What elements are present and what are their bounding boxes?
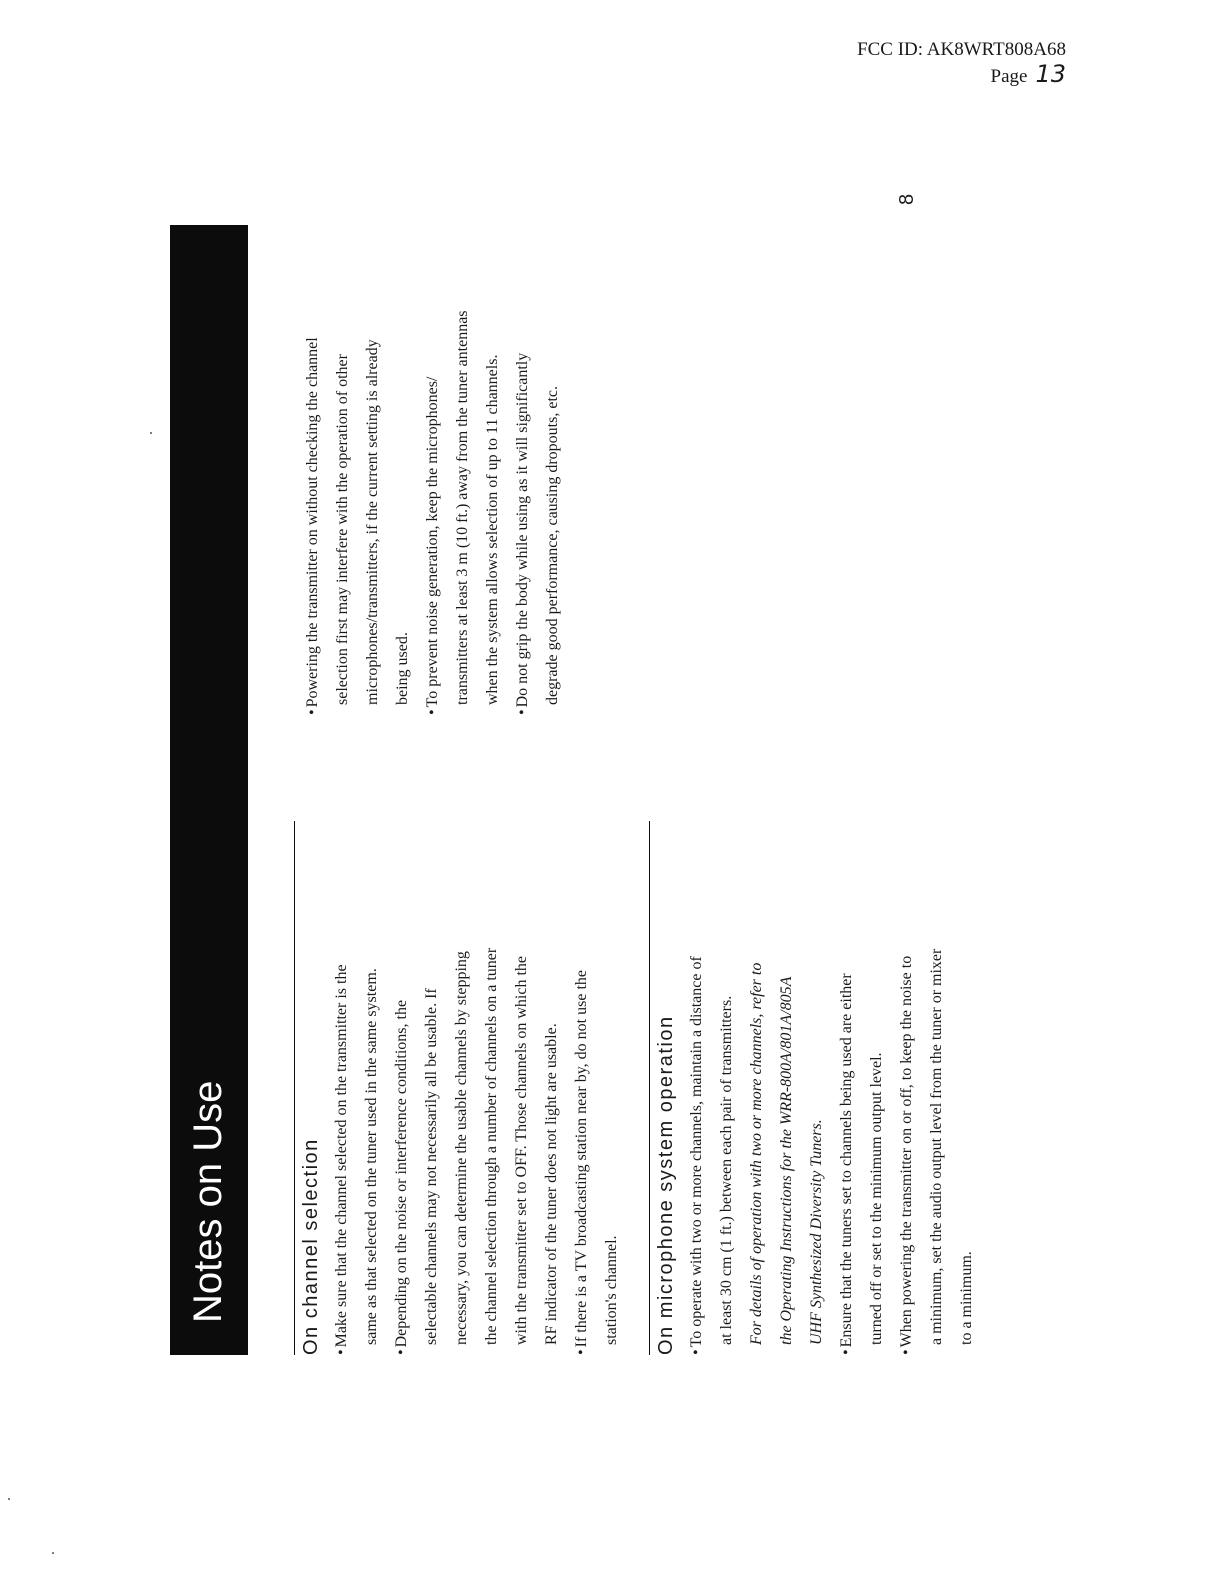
page-indicator	[720, 62, 1066, 89]
text-line: a minimum, set the audio output level from the tuner or mixer	[928, 948, 945, 1345]
italic-note: For details of operation with two or more channels, refer to	[748, 962, 765, 1345]
bullet-item: •Make sure that the channel selected on the transmitter is the	[333, 964, 350, 1355]
scan-speck	[8, 1498, 10, 1500]
text-line: when the system allows selection of up to 11 channels.	[484, 354, 501, 705]
text-line: being used.	[394, 632, 411, 705]
section-channel-selection	[294, 755, 627, 1355]
bullet-item: •Depending on the noise or interference conditions, the	[393, 999, 410, 1355]
rotated-manual-page	[170, 193, 975, 1355]
right-column	[298, 225, 568, 715]
section-microphone-operation	[649, 755, 982, 1355]
text-line: necessary, you can determine the usable channels by stepping	[453, 951, 470, 1345]
text-line: turned off or set to the minimum output level.	[868, 1052, 885, 1345]
bullet-item: •To operate with two or more channels, maintain a distance of	[688, 956, 705, 1355]
left-column	[294, 755, 1004, 1355]
bullet-item: •If there is a TV broadcasting station near by, do not use the	[573, 970, 590, 1355]
bullet-item: •Do not grip the body while using as it will significantly	[514, 352, 531, 715]
text-line: selectable channels may not necessarily all be usable. If	[423, 988, 440, 1345]
text-line: with the transmitter set to OFF. Those channels on which the	[513, 955, 530, 1345]
page-label: Page	[990, 66, 1028, 87]
text-line: same as that selected on the tuner used in the same system.	[363, 968, 380, 1345]
fcc-id: FCC ID: AK8WRT808A68	[857, 39, 1066, 60]
text-line: degrade good performance, causing dropouts, etc.	[544, 386, 561, 705]
text-line: to a minimum.	[958, 1251, 975, 1345]
text-line: selection first may interfere with the operation of other	[334, 354, 351, 705]
folio-number: 8	[896, 193, 918, 205]
text-line: station's channel.	[603, 1235, 620, 1345]
page-number: 13	[1035, 60, 1066, 88]
text-line: the channel selection through a number of channels on a tuner	[483, 947, 500, 1345]
text-line: at least 30 cm (1 ft.) between each pair of transmitters.	[718, 995, 735, 1345]
title-bar	[170, 225, 248, 1355]
bullet-item: •When powering the transmitter on or off, to keep the noise to	[898, 955, 915, 1355]
page-title: Notes on Use	[186, 1080, 230, 1323]
text-line: RF indicator of the tuner does not light are usable.	[543, 1023, 560, 1345]
section-heading: On microphone system operation	[649, 821, 680, 1355]
text-line: microphones/transmitters, if the current setting is already	[364, 339, 381, 705]
text-line: transmitters at least 3 m (10 ft.) away from the tuner antennas	[454, 310, 471, 705]
bullet-item: •Powering the transmitter on without checking the channel	[304, 337, 321, 715]
fcc-header	[720, 38, 1066, 89]
italic-note: the Operating Instructions for the WRR-800A/801A/805A	[778, 976, 795, 1345]
bullet-item: •To prevent noise generation, keep the microphones/	[424, 376, 441, 715]
section-heading: On channel selection	[294, 821, 325, 1355]
bullet-item: •Ensure that the tuners set to channels being used are either	[838, 973, 855, 1355]
scan-speck	[52, 1552, 54, 1554]
italic-note: UHF Synthesized Diversity Tuners.	[808, 1119, 825, 1345]
scan-speck	[150, 432, 152, 434]
